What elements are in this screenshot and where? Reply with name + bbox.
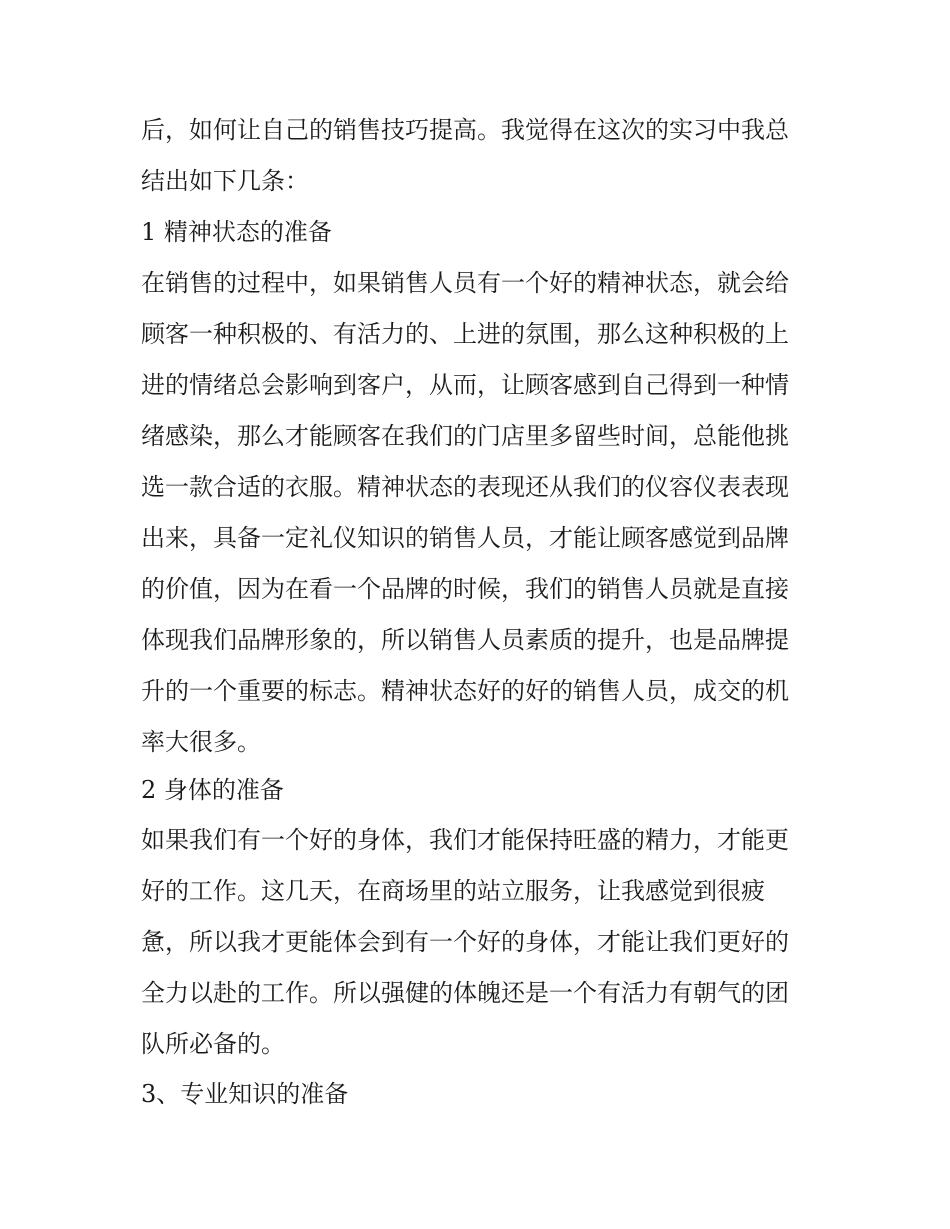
text-line: 结出如下几条：	[141, 167, 309, 195]
text-line: 好的工作。这几天，在商场里的站立服务，让我感觉到很疲	[141, 877, 765, 905]
section-heading: 2 身体的准备	[141, 776, 284, 804]
text-line: 顾客一种积极的、有活力的、上进的氛围，那么这种积极的上	[141, 320, 789, 348]
text-line: 全力以赴的工作。所以强健的体魄还是一个有活力有朝气的团	[141, 979, 789, 1007]
text-line: 出来，具备一定礼仪知识的销售人员，才能让顾客感觉到品牌	[141, 524, 789, 552]
text-line: 队所必备的。	[141, 1030, 285, 1058]
text-line: 进的情绪总会影响到客户，从而，让顾客感到自己得到一种情	[141, 371, 789, 399]
text-line: 率大很多。	[141, 728, 261, 756]
text-line: 惫，所以我才更能体会到有一个好的身体，才能让我们更好的	[141, 928, 789, 956]
section-heading: 3、专业知识的准备	[141, 1080, 349, 1108]
text-line: 绪感染，那么才能顾客在我们的门店里多留些时间，总能他挑	[141, 422, 789, 450]
section-heading: 1 精神状态的准备	[141, 218, 332, 246]
text-line: 体现我们品牌形象的，所以销售人员素质的提升，也是品牌提	[141, 626, 789, 654]
text-line: 的价值，因为在看一个品牌的时候，我们的销售人员就是直接	[141, 575, 789, 603]
text-line: 在销售的过程中，如果销售人员有一个好的精神状态，就会给	[141, 269, 789, 297]
text-line: 如果我们有一个好的身体，我们才能保持旺盛的精力，才能更	[141, 826, 789, 854]
text-line: 选一款合适的衣服。精神状态的表现还从我们的仪容仪表表现	[141, 473, 789, 501]
text-line: 后，如何让自己的销售技巧提高。我觉得在这次的实习中我总	[141, 116, 789, 144]
text-line: 升的一个重要的标志。精神状态好的好的销售人员，成交的机	[141, 677, 789, 705]
